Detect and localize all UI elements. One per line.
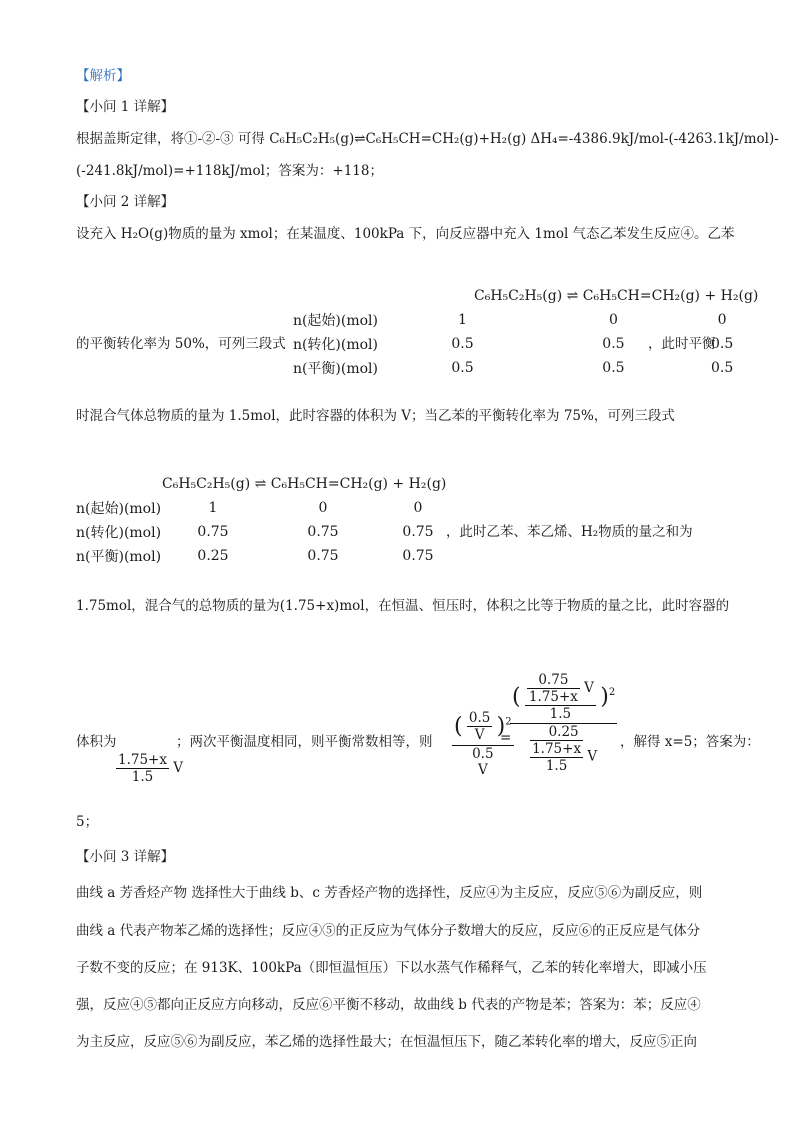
table-row: n(起始)(mol) 1 0 0 bbox=[76, 500, 423, 517]
table1-before-text: 的平衡转化率为 50%，可列三段式 bbox=[76, 336, 286, 352]
equation-1: C₆H₅C₂H₅(g) ⇌ C₆H₅CH=CH₂(g) + H₂(g) bbox=[474, 288, 759, 304]
table-row: n(转化)(mol) 0.5 0.5 0.5 bbox=[292, 336, 734, 353]
analysis-label: 【解析】 bbox=[76, 68, 130, 84]
q3-line-3: 子数不变的反应；在 913K、100kPa（即恒温恒压）下以水蒸气作稀释气，乙苯的转化率增大，即减小压 bbox=[76, 960, 707, 976]
three-stage-table-2 bbox=[76, 472, 448, 568]
table-row: n(起始)(mol) 1 0 0 bbox=[292, 312, 727, 329]
equals-sign: = bbox=[500, 730, 512, 746]
q2-line-2: 时混合气体总物质的量为 1.5mol，此时容器的体积为 V；当乙苯的平衡转化率为 75%，可列三段式 bbox=[76, 408, 675, 424]
lhs-fraction: ( $\frac{0.5}{V}$ )$^2$ 0.5 V bbox=[454, 710, 512, 778]
table1-after-text: ，此时平衡 bbox=[648, 336, 716, 352]
end-text: ，解得 x=5；答案为： bbox=[620, 734, 760, 750]
rhs-fraction: ( $\frac{0.75}{1.75+x}$ V 1.5 )$^2$ 0.25 $\frac{1.75+x}{1.5}$ V bbox=[512, 672, 616, 774]
q2-line-3: 1.75mol，混合气的总物质的量为(1.75+x)mol，在恒温、恒压时，体积之比等于物质的量之比，此时容器的 bbox=[76, 598, 730, 614]
q1-title: 【小问 1 详解】 bbox=[76, 99, 175, 115]
q1-line-2: (-241.8kJ/mol)=+118kJ/mol；答案为：+118； bbox=[76, 163, 383, 179]
equation-2: C₆H₅C₂H₅(g) ⇌ C₆H₅CH=CH₂(g) + H₂(g) bbox=[162, 476, 447, 492]
q3-line-4: 强，反应④⑤都向正反应方向移动，反应⑥平衡不移动，故曲线 b 代表的产物是苯；答案为：苯；反应④ bbox=[76, 997, 701, 1013]
q2-line-1: 设充入 H₂O(g)物质的量为 xmol；在某温度、100kPa 下，向反应器中充入 1mol 气态乙苯发生反应④。乙苯 bbox=[76, 226, 735, 242]
q2-answer: 5； bbox=[76, 814, 99, 830]
volume-fraction: $\frac{1.75+x}{1.5}$ V bbox=[118, 752, 184, 785]
q2-title: 【小问 2 详解】 bbox=[76, 194, 175, 210]
table-row: n(平衡)(mol) 0.25 0.75 0.75 bbox=[76, 548, 434, 565]
mid-text: ；两次平衡温度相同，则平衡常数相等，则 bbox=[176, 734, 433, 750]
table2-after-text: ，此时乙苯、苯乙烯、H₂物质的量之和为 bbox=[446, 524, 693, 540]
table-row: n(转化)(mol) 0.75 0.75 0.75 bbox=[76, 524, 434, 541]
table-row: n(平衡)(mol) 0.5 0.5 0.5 bbox=[292, 360, 734, 377]
q3-title: 【小问 3 详解】 bbox=[76, 849, 175, 865]
q1-line-1: 根据盖斯定律，将①-②-③ 可得 C₆H₅C₂H₅(g)⇌C₆H₅CH=CH₂(g)+H₂(g) ΔH₄=-4386.9kJ/mol-(-4263.1kJ/mol)- bbox=[76, 131, 779, 147]
q3-line-1: 曲线 a 芳香烃产物 选择性大于曲线 b、c 芳香烃产物的选择性，反应④为主反应，反应⑤⑥为副反应，则 bbox=[76, 885, 703, 901]
volume-text: 体积为 bbox=[76, 734, 117, 750]
q3-line-5: 为主反应，反应⑤⑥为副反应，苯乙烯的选择性最大；在恒温恒压下，随乙苯转化率的增大，反应⑤正向 bbox=[76, 1034, 697, 1050]
q3-line-2: 曲线 a 代表产物苯乙烯的选择性；反应④⑤的正反应为气体分子数增大的反应，反应⑥的正反应是气体分 bbox=[76, 923, 701, 939]
